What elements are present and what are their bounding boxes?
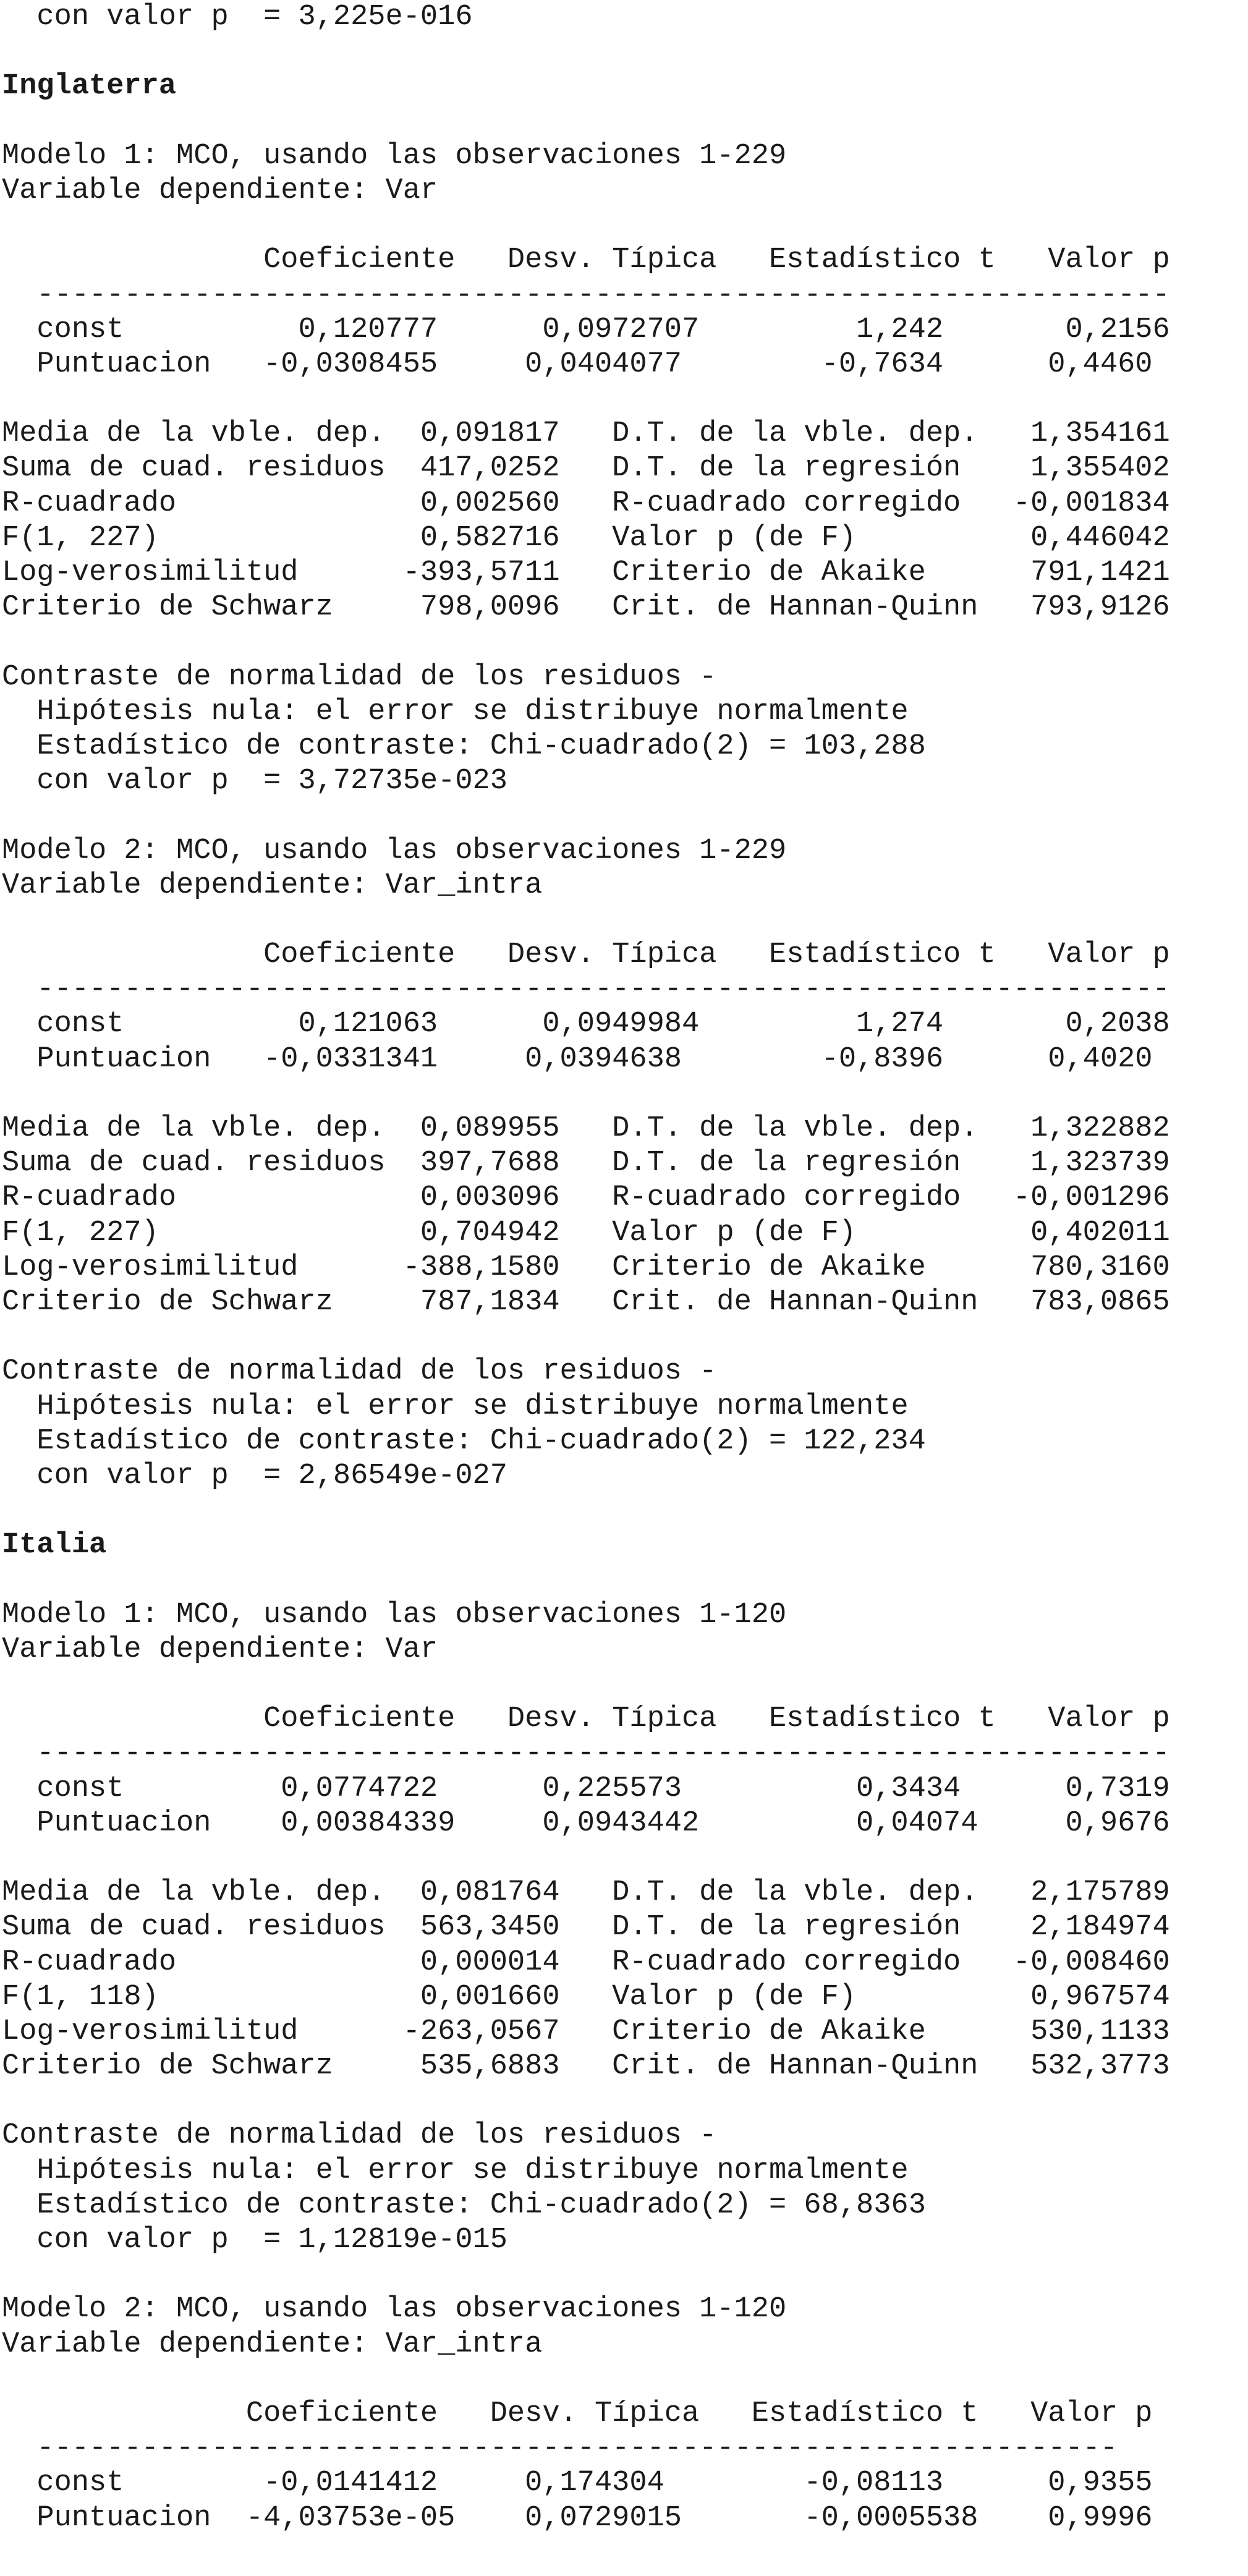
statistics-row: R-cuadrado 0,002560 R-cuadrado corregido -0,001834 — [2, 487, 1170, 520]
blank-line — [2, 382, 1248, 417]
null-hypothesis: Hipótesis nula: el error se distribuye normalmente — [2, 1390, 909, 1423]
coefficient-table-header: Coeficiente Desv. Típica Estadístico t Valor p — [2, 2397, 1153, 2430]
test-statistic: Estadístico de contraste: Chi-cuadrado(2) = 68,8363 — [2, 2188, 926, 2222]
statistics-row: F(1, 227) 0,704942 Valor p (de F) 0,402011 — [2, 1216, 1170, 1249]
coefficient-table-header: Coeficiente Desv. Típica Estadístico t Valor p — [2, 938, 1170, 972]
blank-line — [2, 2362, 1248, 2397]
coefficient-row-puntuacion: Puntuacion -0,0331341 0,0394638 -0,8396 0,4020 — [2, 1042, 1153, 1076]
statistics-row: Criterio de Schwarz 798,0096 Crit. de Hannan-Quinn 793,9126 — [2, 591, 1170, 624]
blank-line — [2, 1563, 1248, 1597]
statistics-row: R-cuadrado 0,000014 R-cuadrado corregido -0,008460 — [2, 1945, 1170, 1979]
blank-line — [2, 104, 1248, 139]
blank-line — [2, 1494, 1248, 1528]
coefficient-row-puntuacion: Puntuacion -0,0308455 0,0404077 -0,7634 0,4460 — [2, 347, 1153, 381]
statistics-row: Suma de cuad. residuos 397,7688 D.T. de la regresión 1,323739 — [2, 1147, 1170, 1180]
dependent-variable: Variable dependiente: Var — [2, 1633, 438, 1666]
country-heading-italia: Italia — [2, 1529, 107, 1562]
statistics-row: Suma de cuad. residuos 417,0252 D.T. de la regresión 1,355402 — [2, 452, 1170, 485]
model-title: Modelo 1: MCO, usando las observaciones 1-120 — [2, 1598, 787, 1631]
p-value: con valor p = 2,86549e-027 — [2, 1459, 507, 1492]
model-title: Modelo 2: MCO, usando las observaciones 1-229 — [2, 834, 787, 867]
statistics-row: Media de la vble. dep. 0,091817 D.T. de la vble. dep. 1,354161 — [2, 417, 1170, 451]
statistics-row: Criterio de Schwarz 535,6883 Crit. de Hannan-Quinn 532,3773 — [2, 2050, 1170, 2083]
statistics-row: Criterio de Schwarz 787,1834 Crit. de Hannan-Quinn 783,0865 — [2, 1285, 1170, 1319]
blank-line — [2, 35, 1248, 69]
statistics-row: Log-verosimilitud -393,5711 Criterio de Akaike 791,1421 — [2, 556, 1170, 589]
coefficient-table-header: Coeficiente Desv. Típica Estadístico t Valor p — [2, 1702, 1170, 1736]
statistics-row: F(1, 227) 0,582716 Valor p (de F) 0,446042 — [2, 521, 1170, 555]
model-title: Modelo 1: MCO, usando las observaciones 1-229 — [2, 139, 787, 172]
country-heading-inglaterra: Inglaterra — [2, 70, 177, 103]
statistics-row: Suma de cuad. residuos 563,3450 D.T. de la regresión 2,184974 — [2, 1911, 1170, 1944]
table-separator: -------------------------------------------------------------- — [2, 2432, 1118, 2465]
p-value: con valor p = 3,72735e-023 — [2, 765, 507, 798]
statistics-row: Media de la vble. dep. 0,081764 D.T. de la vble. dep. 2,175789 — [2, 1876, 1170, 1910]
coefficient-row-const: const -0,0141412 0,174304 -0,08113 0,9355 — [2, 2467, 1153, 2500]
table-separator: ----------------------------------------------------------------- — [2, 278, 1170, 312]
normality-test-title: Contraste de normalidad de los residuos - — [2, 1355, 717, 1388]
null-hypothesis: Hipótesis nula: el error se distribuye normalmente — [2, 2154, 909, 2187]
statistics-row: Log-verosimilitud -388,1580 Criterio de Akaike 780,3160 — [2, 1251, 1170, 1284]
statistics-row: F(1, 118) 0,001660 Valor p (de F) 0,967574 — [2, 1980, 1170, 2013]
coefficient-row-const: const 0,120777 0,0972707 1,242 0,2156 — [2, 313, 1170, 346]
coefficient-table-header: Coeficiente Desv. Típica Estadístico t Valor p — [2, 244, 1170, 277]
coefficient-row-puntuacion: Puntuacion -4,03753e-05 0,0729015 -0,0005538 0,9996 — [2, 2501, 1153, 2535]
blank-line — [2, 903, 1248, 938]
blank-line — [2, 1841, 1248, 1876]
blank-line — [2, 208, 1248, 243]
normality-test-title: Contraste de normalidad de los residuos - — [2, 660, 717, 694]
test-statistic: Estadístico de contraste: Chi-cuadrado(2) = 122,234 — [2, 1424, 926, 1458]
normality-test-title: Contraste de normalidad de los residuos - — [2, 2119, 717, 2153]
p-value: con valor p = 1,12819e-015 — [2, 2224, 507, 2256]
dependent-variable: Variable dependiente: Var — [2, 174, 438, 207]
dependent-variable: Variable dependiente: Var_intra — [2, 2327, 543, 2361]
table-separator: ----------------------------------------------------------------- — [2, 1737, 1170, 1770]
statistics-row: Log-verosimilitud -263,0567 Criterio de Akaike 530,1133 — [2, 2015, 1170, 2048]
p-value: con valor p = 3,225e-016 — [2, 1, 473, 33]
statistics-row: R-cuadrado 0,003096 R-cuadrado corregido -0,001296 — [2, 1181, 1170, 1215]
coefficient-row-puntuacion: Puntuacion 0,00384339 0,0943442 0,04074 0,9676 — [2, 1806, 1170, 1840]
coefficient-row-const: const 0,0774722 0,225573 0,3434 0,7319 — [2, 1772, 1170, 1805]
blank-line — [2, 1667, 1248, 1702]
blank-line — [2, 625, 1248, 660]
blank-line — [2, 2084, 1248, 2119]
blank-line — [2, 799, 1248, 833]
model-title: Modelo 2: MCO, usando las observaciones 1-120 — [2, 2293, 787, 2326]
blank-line — [2, 1077, 1248, 1112]
null-hypothesis: Hipótesis nula: el error se distribuye normalmente — [2, 695, 909, 728]
table-separator: ----------------------------------------------------------------- — [2, 973, 1170, 1006]
blank-line — [2, 2258, 1248, 2292]
test-statistic: Estadístico de contraste: Chi-cuadrado(2) = 103,288 — [2, 729, 926, 763]
blank-line — [2, 1320, 1248, 1354]
dependent-variable: Variable dependiente: Var_intra — [2, 869, 543, 902]
coefficient-row-const: const 0,121063 0,0949984 1,274 0,2038 — [2, 1008, 1170, 1041]
statistics-row: Media de la vble. dep. 0,089955 D.T. de la vble. dep. 1,322882 — [2, 1112, 1170, 1145]
